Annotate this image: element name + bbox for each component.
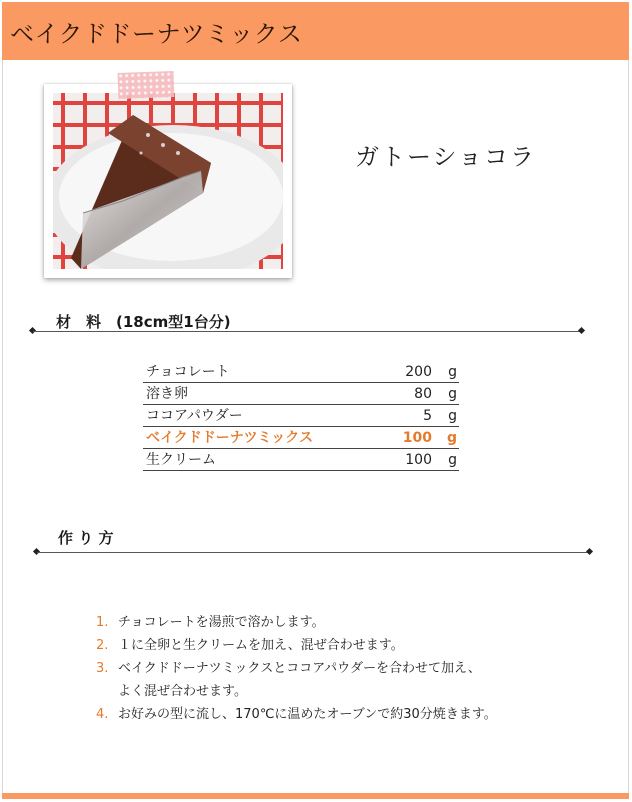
ingredients-rule [33, 331, 583, 332]
step-number: 4. [96, 707, 109, 722]
ingredient-name: チョコレート [146, 363, 230, 380]
ingredient-amount: 5 [423, 407, 432, 424]
method-step [96, 634, 497, 657]
ingredient-unit: g [446, 429, 457, 446]
header-title: ベイクドドーナツミックス [10, 20, 303, 48]
ingredient-unit: g [448, 363, 457, 380]
ingredient-row [143, 404, 459, 426]
ingredient-row [143, 448, 459, 470]
method-step [96, 703, 497, 726]
ingredient-name: ベイクドドーナツミックス [146, 429, 314, 446]
footer-band [2, 793, 629, 799]
ingredients-heading: 材 料 (18cm型1台分) [56, 313, 231, 331]
method-heading: 作 り 方 [58, 529, 114, 547]
ingredient-unit: g [448, 407, 457, 424]
step-text: １に全卵と生クリームを加え、混ぜ合わせます。 [118, 638, 404, 653]
header-band [2, 2, 629, 60]
step-number: 3. [96, 661, 109, 676]
ingredient-amount: 100 [402, 429, 432, 446]
recipe-title: ガトーショコラ [355, 143, 537, 171]
method-step [96, 657, 497, 680]
step-number: 2. [96, 638, 109, 653]
method-step [96, 680, 497, 703]
ingredient-row [143, 382, 459, 404]
ingredient-row [143, 360, 459, 382]
ingredients-table [143, 360, 459, 471]
cake-photo [44, 84, 292, 278]
ingredient-name: 生クリーム [146, 451, 216, 468]
ingredient-amount: 200 [405, 363, 432, 380]
ingredient-name: 溶き卵 [146, 385, 188, 402]
ingredient-unit: g [448, 451, 457, 468]
step-number: 1. [96, 615, 109, 630]
cake-photo-image [53, 93, 283, 269]
ingredient-amount: 100 [405, 451, 432, 468]
step-text: よく混ぜ合わせます。 [118, 684, 247, 699]
method-steps [96, 611, 497, 726]
ingredient-name: ココアパウダー [146, 407, 243, 424]
step-text: ベイクドドーナツミックスとココアパウダーを合わせて加え、 [118, 661, 481, 676]
ingredient-row [143, 426, 459, 448]
ingredient-unit: g [448, 385, 457, 402]
method-rule [37, 552, 591, 553]
step-text: チョコレートを湯煎で溶かします。 [118, 615, 325, 630]
method-step [96, 611, 497, 634]
step-text: お好みの型に流し、170℃に温めたオーブンで約30分焼きます。 [118, 707, 497, 722]
washi-tape [118, 71, 175, 99]
ingredient-amount: 80 [414, 385, 432, 402]
